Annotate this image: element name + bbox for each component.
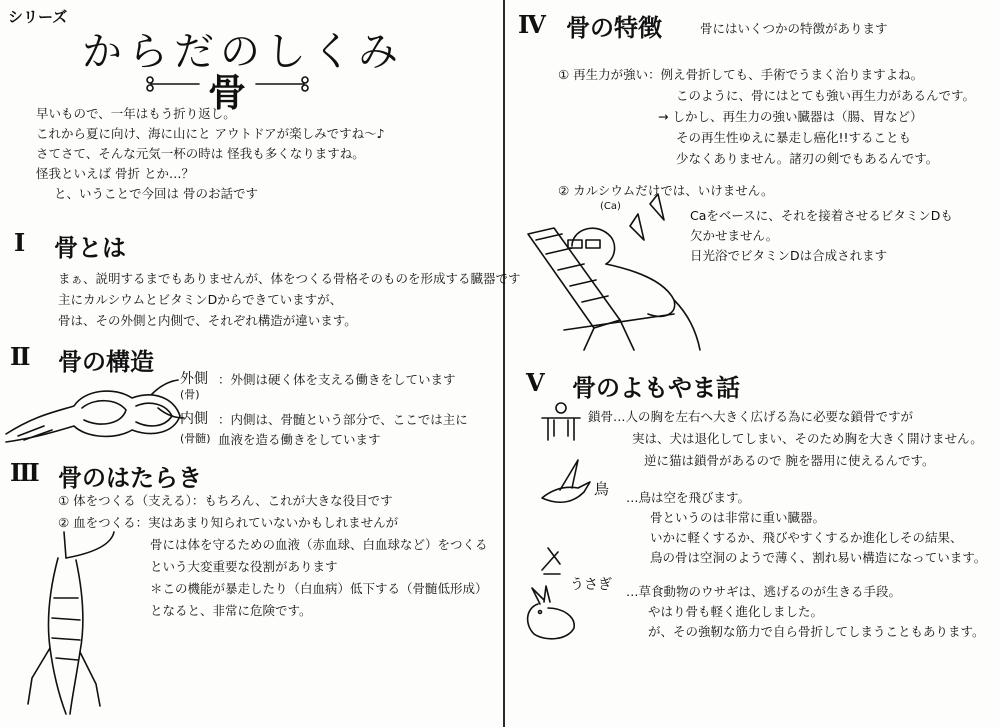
section-4-numeral: IV [518,10,544,39]
feature-2-title: ② カルシウムだけでは、いけません。 [558,183,774,198]
rabbit-text [626,582,985,642]
feature-line: ① 再生力が強い：例え骨折しても、手術でうまく治りますよね。 [558,67,924,82]
clavicle-illustration [540,402,582,442]
rabbit-line: が、その強靭な筋力で自ら骨折してしまうこともあります。 [648,624,985,639]
bird-line: …鳥は空を飛びます。 [626,490,751,505]
bird-line: 骨というのは非常に重い臓器。 [650,510,826,525]
section-1-heading: 骨とは [54,234,126,262]
feature-line: 欠かせません。 [690,228,779,243]
bird-line: 鳥の骨は空洞のようで薄く、割れ易い構造になっています。 [650,550,987,565]
section-1-body [58,268,521,331]
clavicle-line: 実は、犬は退化してしまい、そのため胸を大きく開けません。 [632,431,983,446]
body-line: 主にカルシウムとビタミンDからできていますが、 [58,292,343,307]
bird-label: 鳥 [594,480,610,498]
feature-1 [558,64,975,169]
inner-text-2: 血液を造る働きをしています [218,432,381,447]
feature-line: このように、骨にはとても強い再生力があるんです。 [676,88,976,103]
body-line: まぁ、説明するまでもありませんが、体をつくる骨格そのものを形成する臓器です [58,271,521,286]
item-line: ② 血をつくる：実はあまり知られていないかもしれませんが [58,515,399,530]
outer-text: ：外側は硬く体を支える働きをしています [218,372,456,387]
inner-reading: (骨髄) [180,432,211,445]
item-line: 骨には体を守るための血液（赤血球、白血球など）をつくる [150,537,488,552]
body-line: 骨は、その外側と内側で、それぞれ構造が違います。 [58,313,357,328]
rabbit-illustration [518,586,578,642]
feature-2-note: (Ca) [600,201,621,212]
bird-skeleton-illustration [538,544,564,578]
outer-label-pointer [150,378,180,398]
sunbathing-dog-illustration [524,210,704,360]
outer-label: 外側 [180,371,208,387]
clavicle-line: 逆に猫は鎖骨があるので 腕を器用に使えるんです。 [644,453,935,468]
clavicle-text [588,406,983,472]
bird-illustration [534,458,594,510]
item-line: という大変重要な役割があります [150,559,338,574]
bird-text [626,488,986,568]
clavicle-line: 鎖骨…人の胸を左右へ大きく広げる為に必要な鎖骨ですが [588,409,914,424]
section-4-lead: 骨にはいくつかの特徴があります [700,21,888,36]
outer-reading: (骨) [180,388,200,401]
section-3-body [58,490,488,622]
inner-text-1: ：内側は、骨髄という部分で、ここでは主に [218,412,468,427]
section-5-heading: 骨のよもやま話 [572,374,740,402]
page-title: からだのしくみ [82,29,404,75]
inner-label: 内側 [180,411,208,427]
section-2-heading: 骨の構造 [58,348,154,376]
feature-line: → しかし、再生力の強い臓器は（腸、胃など） [658,109,923,124]
intro-line: と、いうことで今回は 骨のお話です [54,186,258,201]
page-subtitle: 骨 [208,71,247,115]
intro-line: これから夏に向け、海に山にと アウトドアが楽しみですね～♪ [36,126,385,141]
rabbit-line: やはり骨も軽く進化しました。 [648,604,824,619]
bone-icon-left [145,74,205,94]
section-3-heading: 骨のはたらき [58,464,202,492]
hanging-skinned-animal-illustration [20,528,110,718]
section-1-numeral: I [14,228,24,257]
page-divider [503,0,505,727]
item-line: ＊この機能が暴走したり（白血病）低下する（骨髄低形成） [150,581,488,596]
section-2-numeral: II [10,342,29,371]
intro-line: 早いもので、一年はもう折り返し。 [36,106,236,121]
feature-2-body [690,206,953,266]
feature-line: Caをベースに、それを接着させるビタミンDも [690,208,953,223]
feature-line: その再生性ゆえに暴走し癌化!!することも [676,130,912,145]
section-3-numeral: III [10,458,38,487]
section-5-numeral: V [526,368,543,397]
bird-line: いかに軽くするか、飛びやすくするか進化しその結果、 [650,530,963,545]
series-label: シリーズ [8,8,68,26]
section-4-heading: 骨の特徴 [566,14,662,42]
feature-line: 少なくありません。諸刃の剣でもあるんです。 [676,151,939,166]
bone-icon-right [250,74,310,94]
item-line: ① 体をつくる（支える）：もちろん、これが大きな役目です [58,493,393,508]
intro-line: 怪我といえば 骨折 とか…？ [36,166,194,181]
item-line: となると、非常に危険です。 [150,603,312,618]
intro-line: さてさて、そんな元気一杯の時は 怪我も多くなりますね。 [36,146,365,161]
rabbit-line: …草食動物のウサギは、逃げるのが生きる手段。 [626,584,902,599]
feature-line: 日光浴でビタミンDは合成されます [690,248,888,263]
intro-text [36,104,385,204]
rabbit-label: うさぎ [570,577,612,593]
